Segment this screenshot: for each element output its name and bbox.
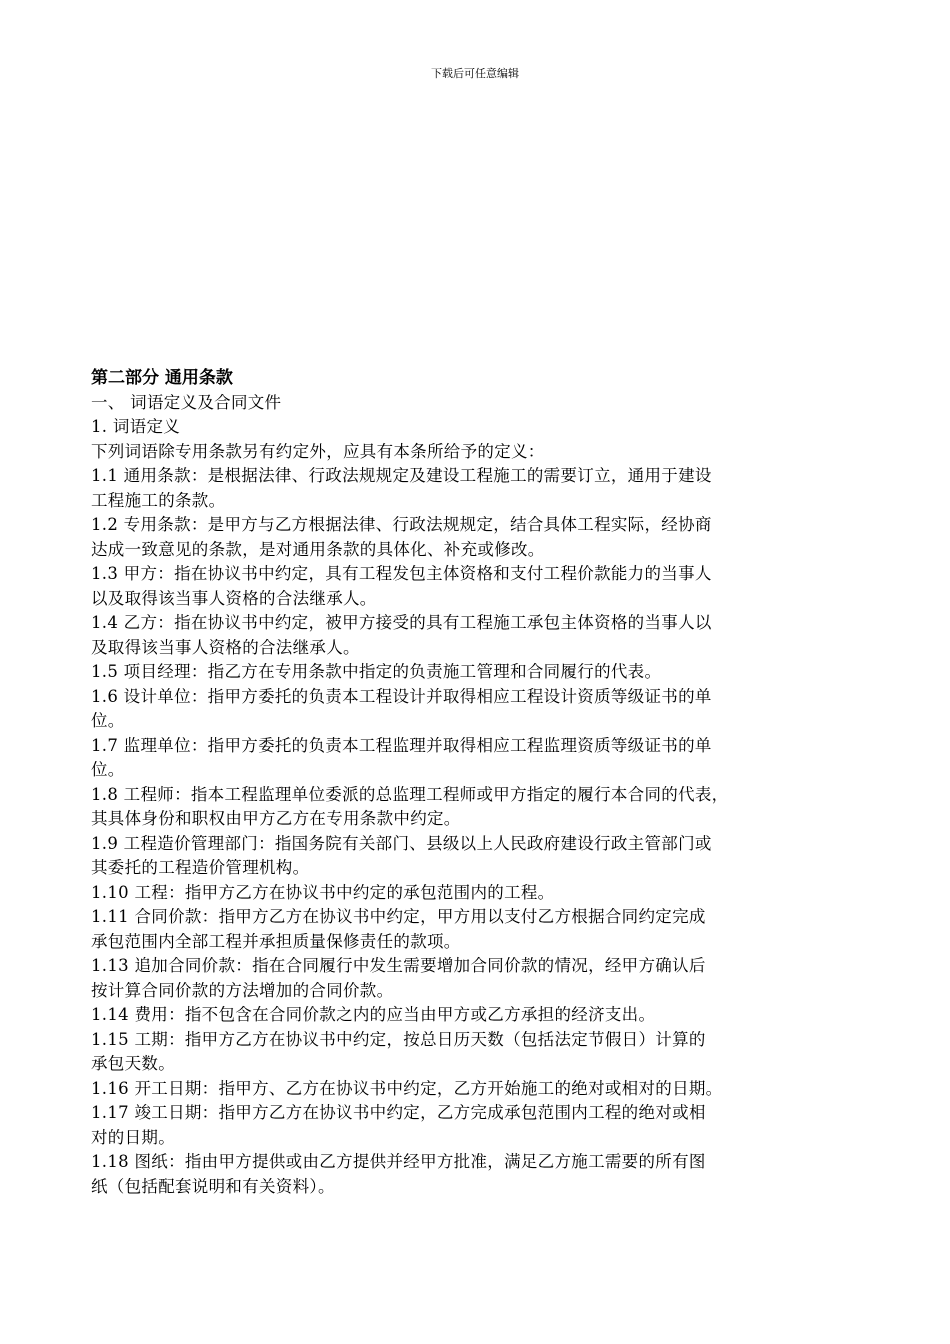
text-line: 1.9 工程造价管理部门：指国务院有关部门、县级以上人民政府建设行政主管部门或 — [91, 833, 712, 853]
text-line: 按计算合同价款的方法增加的合同价款。 — [91, 980, 394, 1000]
text-line: 工程施工的条款。 — [91, 490, 226, 510]
text-line: 承包范围内全部工程并承担质量保修责任的款项。 — [91, 931, 461, 951]
text-line: 1. 词语定义 — [91, 417, 181, 436]
text-line: 达成一致意见的条款，是对通用条款的具体化、补充或修改。 — [91, 539, 545, 559]
text-line: 1.3 甲方：指在协议书中约定，具有工程发包主体资格和支付工程价款能力的当事人 — [91, 564, 712, 583]
document-body — [91, 366, 813, 1199]
text-line: 1.13 追加合同价款：指在合同履行中发生需要增加合同价款的情况，经甲方确认后 — [91, 956, 706, 975]
text-line: 其具体身份和职权由甲方乙方在专用条款中约定。 — [91, 809, 461, 828]
text-line: 1.14 费用：指不包含在合同价款之内的应当由甲方或乙方承担的经济支出。 — [91, 1005, 656, 1024]
text-line: 1.11 合同价款：指甲方乙方在协议书中约定，甲方用以支付乙方根据合同约定完成 — [91, 907, 706, 926]
text-line: 1.1 通用条款：是根据法律、行政法规规定及建设工程施工的需要订立，通用于建设 — [91, 466, 712, 485]
text-line: 承包天数。 — [91, 1054, 175, 1073]
text-line: 1.4 乙方：指在协议书中约定，被甲方接受的具有工程施工承包主体资格的当事人以 — [91, 613, 712, 632]
text-line: 1.8 工程师：指本工程监理单位委派的总监理工程师或甲方指定的履行本合同的代表， — [91, 784, 729, 804]
text-line: 位。 — [91, 711, 125, 730]
text-line: 1.17 竣工日期：指甲方乙方在协议书中约定，乙方完成承包范围内工程的绝对或相 — [91, 1103, 706, 1122]
text-line: 位。 — [91, 760, 125, 779]
text-line: 对的日期。 — [91, 1127, 175, 1147]
text-line: 一、 词语定义及合同文件 — [91, 392, 282, 412]
text-line: 1.16 开工日期：指甲方、乙方在协议书中约定，乙方开始施工的绝对或相对的日期。 — [91, 1078, 723, 1098]
text-line: 1.2 专用条款：是甲方与乙方根据法律、行政法规规定，结合具体工程实际，经协商 — [91, 515, 712, 534]
page-header: 下载后可任意编辑 — [431, 67, 519, 80]
text-line: 1.7 监理单位：指甲方委托的负责本工程监理并取得相应工程监理资质等级证书的单 — [91, 735, 712, 755]
text-line: 1.6 设计单位：指甲方委托的负责本工程设计并取得相应工程设计资质等级证书的单 — [91, 686, 712, 706]
text-line: 及取得该当事人资格的合法继承人。 — [91, 637, 360, 657]
text-line: 1.5 项目经理：指乙方在专用条款中指定的负责施工管理和合同履行的代表。 — [91, 662, 662, 681]
document-lines — [91, 391, 813, 1200]
text-line: 以及取得该当事人资格的合法继承人。 — [91, 588, 377, 608]
text-line: 1.18 图纸：指由甲方提供或由乙方提供并经甲方批准，满足乙方施工需要的所有图 — [91, 1152, 706, 1171]
section-title: 第二部分 通用条款 — [91, 368, 233, 388]
text-line: 1.15 工期：指甲方乙方在协议书中约定，按总日历天数（包括法定节假日）计算的 — [91, 1029, 706, 1049]
text-line: 纸（包括配套说明和有关资料）。 — [91, 1176, 335, 1196]
text-line: 1.10 工程：指甲方乙方在协议书中约定的承包范围内的工程。 — [91, 882, 555, 902]
text-line: 其委托的工程造价管理机构。 — [91, 858, 310, 877]
text-line: 下列词语除专用条款另有约定外，应具有本条所给予的定义： — [91, 441, 545, 461]
